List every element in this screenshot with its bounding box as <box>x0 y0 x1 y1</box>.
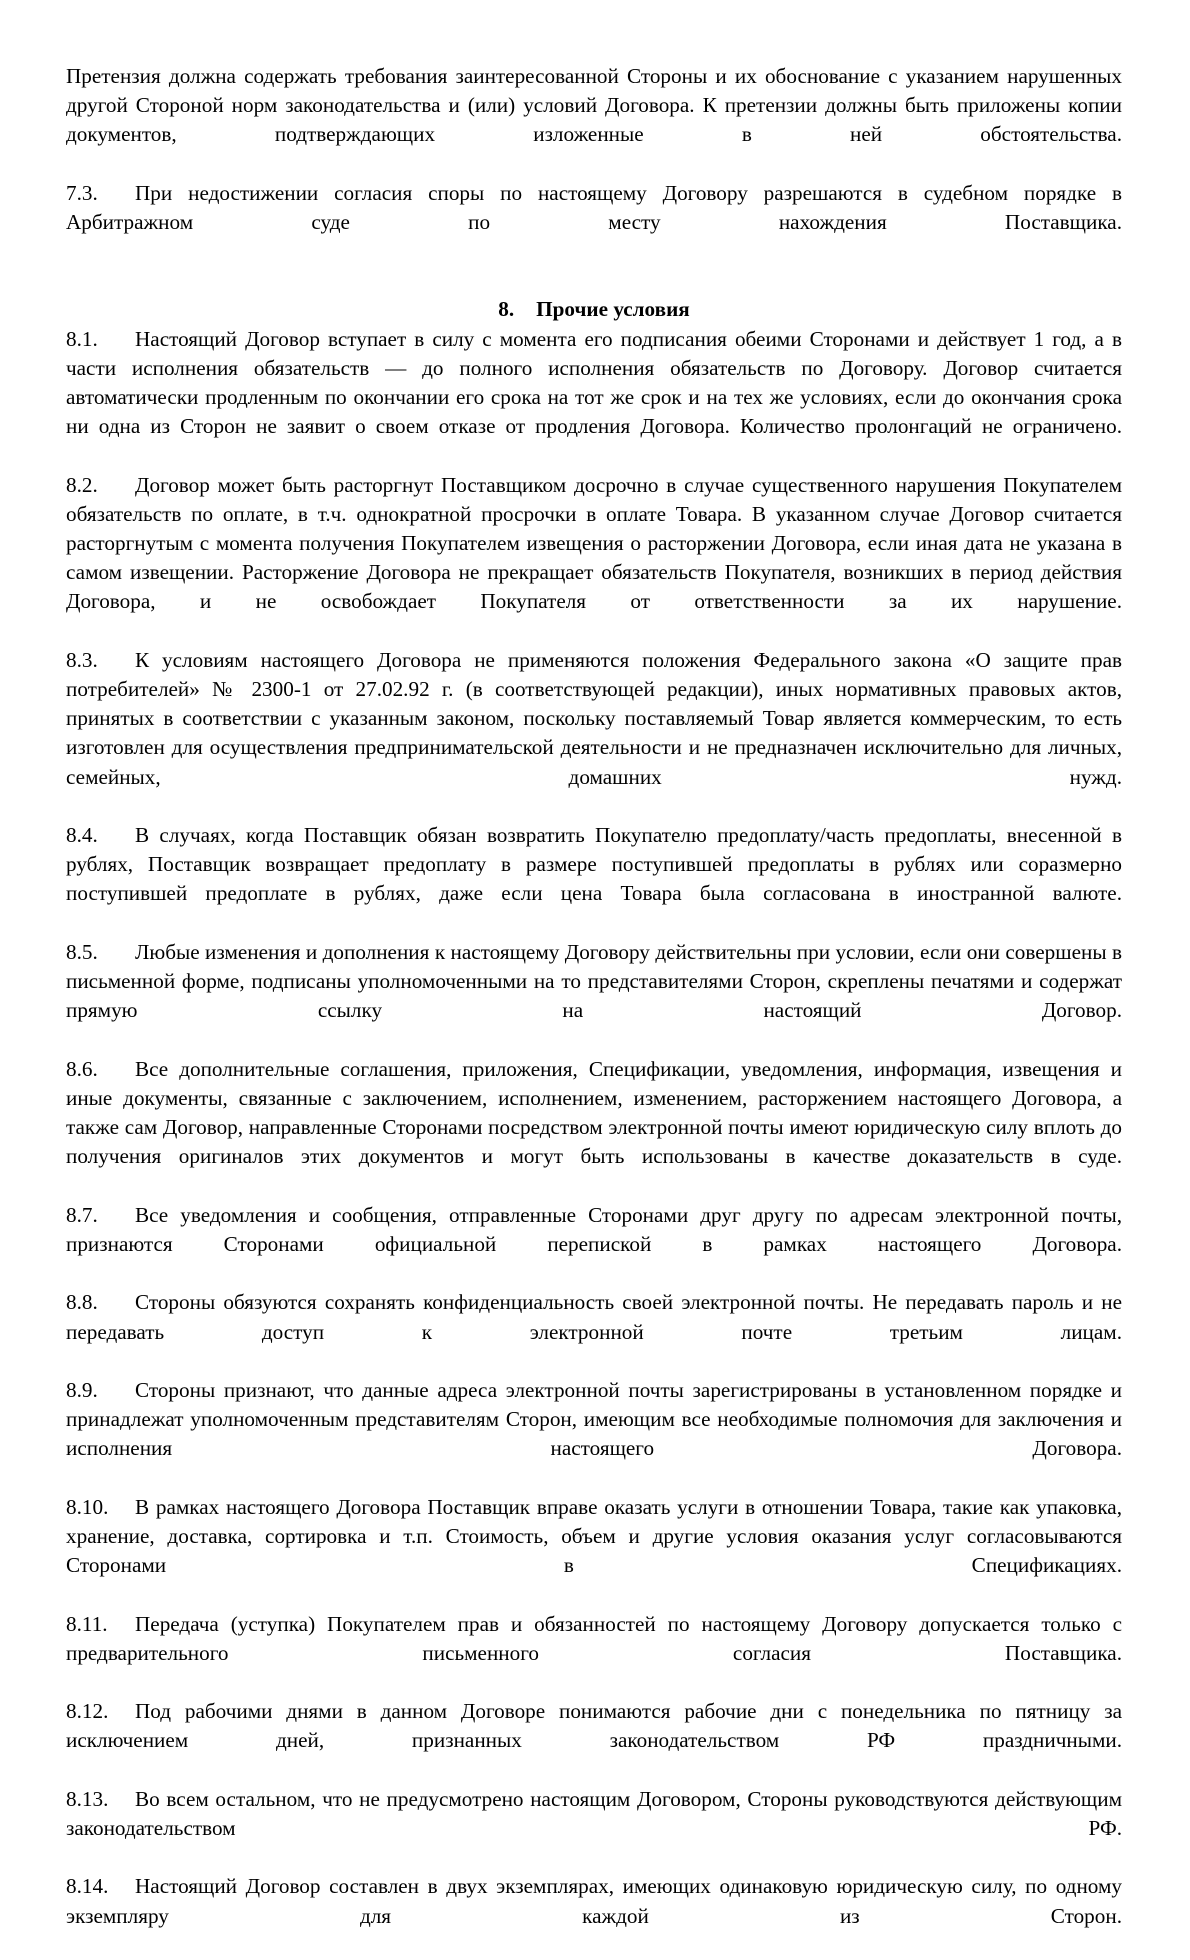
clause-text: Стороны признают, что данные адреса электронной почты зарегистрированы в установленном порядке и принадлежат уполномоченным представителям Сторон, имеющим все необходимые полномочия для заключения и исполнения настоящего Договора. <box>66 1377 1122 1461</box>
clause-number: 8.3. <box>66 647 98 672</box>
clause-number: 8.7. <box>66 1202 98 1227</box>
section-heading-number: 8. <box>498 297 515 322</box>
clause-number: 7.3. <box>66 180 98 205</box>
clause-8-2 <box>66 471 1122 646</box>
clause-8-8 <box>66 1288 1122 1376</box>
clause-number: 8.13. <box>66 1786 109 1811</box>
clause-8-9 <box>66 1376 1122 1493</box>
clause-number: 8.10. <box>66 1494 109 1519</box>
clause-text: Договор может быть расторгнут Поставщиком досрочно в случае существенного нарушения Покупателем обязательств по оплате, в т.ч. однократной просрочки в оплате Товара. В указанном случае Договор считается расторгнутым с момента получения Покупателем извещения о расторжении Договора, если иная дата не указана в самом извещении. Расторжение Договора не прекращает обязательств Покупателя, возникших в период действия Договора, и не освобождает Покупателя от ответственности за их нарушение. <box>66 472 1122 614</box>
clause-number: 8.11. <box>66 1611 108 1636</box>
page-content <box>66 62 1122 1960</box>
clause-text: При недостижении согласия споры по настоящему Договору разрешаются в судебном порядке в Арбитражном суде по месту нахождения Поставщика. <box>66 180 1122 235</box>
clause-number: 8.5. <box>66 939 98 964</box>
clause-text: В случаях, когда Поставщик обязан возвратить Покупателю предоплату/часть предоплаты, внесенной в рублях, Поставщик возвращает предоплату в размере поступившей предоплаты в рублях или соразмерно поступившей предоплате в рублях, даже если цена Товара была согласована в иностранной валюте. <box>66 823 1122 906</box>
clause-number: 8.12. <box>66 1699 109 1724</box>
section-heading-title: Прочие условия <box>536 297 690 322</box>
clause-8-14 <box>66 1872 1122 1960</box>
clause-text: Все дополнительные соглашения, приложения, Спецификации, уведомления, информация, извещения и иные документы, связанные с заключением, исполнением, изменением, расторжением настоящего Договора, а также сам Договор, направленные Сторонами посредством электронной почты имеют юридическую силу вплоть до получения оригиналов этих документов и могут быть использованы в качестве доказательств в суде. <box>66 1056 1122 1169</box>
clause-8-3 <box>66 646 1122 821</box>
clause-text: Все уведомления и сообщения, отправленные Сторонами друг другу по адресам электронной почты, признаются Сторонами официальной перепиской в рамках настоящего Договора. <box>66 1202 1122 1256</box>
clause-number: 8.2. <box>66 472 98 497</box>
clause-8-4 <box>66 821 1122 938</box>
clause-text: Настоящий Договор вступает в силу с момента его подписания обеими Сторонами и действует 1 год, а в части исполнения обязательств — до полного исполнения обязательств по Договору. Договор считается автоматически продленным по окончании его срока на тот же срок и на тех же условиях, если до окончания срока ни одна из Сторон не заявит о своем отказе от продления Договора. Количество пролонгаций не ограничено. <box>66 326 1122 439</box>
clause-8-1 <box>66 325 1122 471</box>
clause-text: Стороны обязуются сохранять конфиденциальность своей электронной почты. Не передавать пароль и не передавать доступ к электронной почте третьим лицам. <box>66 1290 1122 1344</box>
clause-text: Любые изменения и дополнения к настоящему Договору действительны при условии, если они совершены в письменной форме, подписаны уполномоченными на то представителями Сторон, скреплены печатями и содержат прямую ссылку на настоящий Договор. <box>66 939 1122 1023</box>
clause-7-3 <box>66 179 1122 267</box>
clause-8-11 <box>66 1610 1122 1698</box>
clause-text: В рамках настоящего Договора Поставщик вправе оказать услуги в отношении Товара, такие как упаковка, хранение, доставка, сортировка и т.п. Стоимость, объем и другие условия оказания услуг согласовываются Сторонами в Спецификациях. <box>66 1494 1122 1578</box>
clause-number: 8.14. <box>66 1874 109 1899</box>
clause-8-10 <box>66 1493 1122 1610</box>
clause-number: 8.6. <box>66 1056 98 1081</box>
clause-text: К условиям настоящего Договора не применяются положения Федерального закона «О защите прав потребителей» № 2300-1 от 27.02.92 г. (в соответствующей редакции), иных нормативных правовых актов, принятых в соответствии с указанным законом, поскольку поставляемый Товар является коммерческим, то есть изготовлен для осуществления предпринимательской деятельности и не предназначен исключительно для личных, семейных, домашних нужд. <box>66 647 1122 789</box>
clause-number: 8.8. <box>66 1290 98 1315</box>
clause-text: Настоящий Договор составлен в двух экземплярах, имеющих одинаковую юридическую силу, по одному экземпляру для каждой из Сторон. <box>66 1874 1122 1928</box>
continued-paragraph: Претензия должна содержать требования заинтересованной Стороны и их обоснование с указанием нарушенных другой Стороной норм законодательства и (или) условий Договора. К претензии должны быть приложены копии документов, подтверждающих изложенные в ней обстоятельства. <box>66 64 1122 147</box>
clause-number: 8.1. <box>66 326 98 351</box>
clause-8-5 <box>66 938 1122 1055</box>
clause-text: Под рабочими днями в данном Договоре понимаются рабочие дни с понедельника по пятницу за исключением дней, признанных законодательством РФ праздничными. <box>66 1699 1122 1753</box>
section-heading <box>66 295 1122 324</box>
clause-8-6 <box>66 1055 1122 1201</box>
clause-8-12 <box>66 1697 1122 1785</box>
clause-text: Во всем остальном, что не предусмотрено настоящим Договором, Стороны руководствуются действующим законодательством РФ. <box>66 1786 1122 1840</box>
clause-number: 8.4. <box>66 823 98 848</box>
heading-spacer-before <box>66 266 1122 295</box>
clause-number: 8.9. <box>66 1377 98 1402</box>
clause-8-7 <box>66 1201 1122 1289</box>
clause-text: Передача (уступка) Покупателем прав и обязанностей по настоящему Договору допускается только с предварительного письменного согласия Поставщика. <box>66 1611 1122 1665</box>
clause-8-13 <box>66 1785 1122 1873</box>
